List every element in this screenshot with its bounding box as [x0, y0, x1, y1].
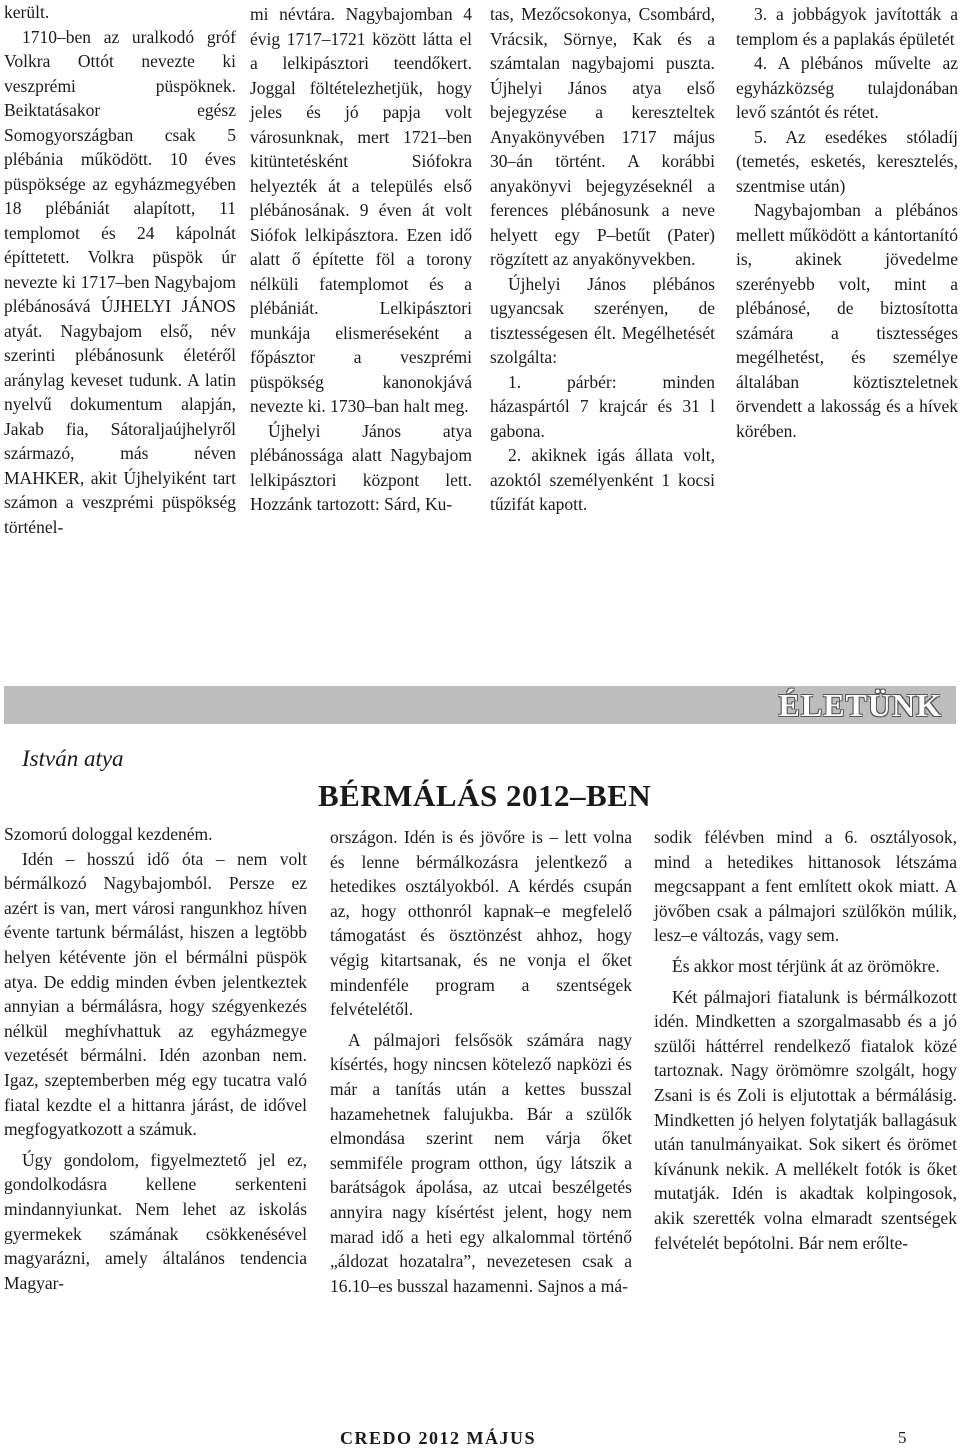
article-column-1: [4, 822, 307, 1295]
paragraph: Újhelyi János atya plébánossága alatt Nagybajom lelkipásztori központ lett. Hozzánk tartozott: Sárd, Ku-: [250, 420, 472, 514]
section-title: ÉLETÜNK: [778, 687, 942, 723]
page-number: 5: [898, 1428, 907, 1447]
paragraph: Nagybajomban a plébános mellett működött a kántortanító is, akinek jövedelme szerényebb volt, mint a plébánosé, de biztosította számára a tisztességes megélhetést, és személye általában köztiszteletnek örvendett a lakosság és a hívek körében.: [736, 200, 958, 441]
paragraph: Szomorú dologgal kezdeném.: [4, 824, 213, 844]
text-column-4: [736, 2, 958, 443]
article-headline: BÉRMÁLÁS 2012–BEN: [318, 778, 652, 813]
paragraph: országon. Idén is és jövőre is – lett volna és lenne bérmálkozásra jelentkező a hetedikes osztályokból. A kérdés csupán az, hogy otthonról kapnak–e megfelelő támogatást és ösztönzést ahhoz, hogy végig kitartsanak, és ne vonja el őket mindenféle program a szentségek felvételétől.: [330, 827, 632, 1020]
article-column-3: [654, 825, 957, 1255]
paragraph: mi névtára. Nagybajomban 4 évig 1717–1721 között látta el a lelkipásztori teendőkert. Joggal föltételezhetjük, hogy jeles és jó papja volt városunknak, mert 1721–ben kitüntetésként Siófokra helyezték át a település első plébánosának. 9 éven át volt Siófok lelkipásztora. Ezen idő alatt ő építette föl a torony nélküli fatemplomot és a plébániát. Lelkipásztori munkája elismeréseként a főpásztor a veszprémi püspökség kanonokjává nevezte ki. 1730–ban halt meg.: [250, 4, 472, 416]
paragraph: És akkor most térjünk át az örömökre.: [672, 955, 940, 976]
text-column-3: [490, 2, 715, 517]
list-item: 1. párbér: minden házaspártól 7 krajcár és 31 l gabona.: [490, 371, 715, 441]
paragraph: Úgy gondolom, figyelmeztető jel ez, gondolkodásra kellene serkenteni mindannyiunkat. Nem lehet az iskolás gyermekek számának csökkenésével magyarázni, amely általános tendencia Magyar-: [4, 1149, 307, 1293]
article-author: István atya: [22, 746, 124, 771]
text-column-2: [250, 2, 472, 517]
paragraph: 1710–ben az uralkodó gróf Volkra Ottót nevezte ki veszprémi püspöknek. Beiktatásakor egész Somogyországban csak 5 plébánia működött. 10 éves püspöksége az egyházmegyében 18 plébániát alapított, 11 templomot és 24 kápolnát építtetett. Volkra püspök úr nevezte ki 1717–ben Nagybajom plébánosává ÚJHELYI JÁNOS atyát. Nagybajom első, név szerinti plébánosunk életéről aránylag keveset tudunk. A latin nyelvű dokumentum alapján, Jakab fia, Sátoraljaújhelyről származó, más néven MAHKER, akit Újhelyiként tart számon a veszprémi püspökség történel-: [4, 26, 236, 537]
list-item: 5. Az esedékes stóladíj (temetés, esketés, keresztelés, szentmise után): [736, 126, 958, 196]
paragraph: Újhelyi János plébános ugyancsak szerényen, de tisztességesen élt. Megélhetését szolgálta:: [490, 273, 715, 367]
paragraph: került.: [4, 2, 50, 22]
text-column-1: [4, 0, 236, 539]
list-item: 4. A plébános művelte az egyházközség tulajdonában levő szántót és rétet.: [736, 53, 958, 122]
article-column-2: [330, 825, 632, 1298]
list-item: 2. akiknek igás állata volt, azoktól személyenként 1 kocsi tűzifát kapott.: [490, 445, 715, 514]
paragraph: A pálmajori felsősök számára nagy kísértés, hogy nincsen kötelező napközi és már a tanítás után a kettes busszal hazamehetnek falujukba. Bár a szülők elmondása szerint nem várja őket semmiféle program otthon, úgy látszik a barátságok ápolása, az utcai beszélgetés annyira nagy kísértést jelent, hogy nem marad idő a heti egy alkalommal történő „áldozat hozatalra”, nevezetesen csak a 16.10–es busszal hazamenni. Sajnos a má-: [330, 1029, 632, 1296]
paragraph: Két pálmajori fiatalunk is bérmálkozott idén. Mindketten a szorgalmasabb és a jó szülői háttérrel rendelkező fiatalok közé tartoznak. Nagy örömömre szolgált, hogy Zsani is és Zoli is eljutottak a bérmálásig. Mindketten jó helyen folytatják ballagásuk után tanulmányaikat. Sok sikert és örömet kívánunk nekik. A mellékelt fotók is őket mutatják. Idén is akadtak kolpingosok, akik szerették volna elmaradt szentségek felvételét bepótolni. Bár nem erőlte-: [654, 986, 957, 1253]
list-item: 3. a jobbágyok javították a templom és a paplakás épületét: [736, 4, 958, 49]
paragraph: Idén – hosszú idő óta – nem volt bérmálkozó Nagybajomból. Persze ez azért is van, mert városi rangunkhoz híven évente tartunk bérmálást, hiszen a legtöbb helyen kétévente jön el bérmálni püspök atya. De eddig minden évben jelentkeztek annyian a bérmálásra, hogy szégyenkezés nélkül meghívhattuk az egyházmegye vezetését bérmálni. Idén azonban nem. Igaz, szeptemberben még egy tucatra való fiatal kezdte el a hittanra járást, de idővel megfogyatkozott a számuk.: [4, 848, 307, 1140]
paragraph: sodik félévben mind a 6. osztályosok, mind a hetedikes hittanosok létszáma megcsappant a fent említett okok miatt. A jövőben csak a pálmajori szülőkön múlik, lesz–e változás, vagy sem.: [654, 827, 957, 946]
publication-footer: CREDO 2012 MÁJUS: [340, 1428, 537, 1448]
paragraph: tas, Mezőcsokonya, Csombárd, Vrácsik, Sörnye, Kak és a számtalan nagybajomi puszta. Újhelyi János atya első bejegyzése a kereszteltek Anyakönyvében 1717 május 30–án történt. A korábbi anyakönyvi bejegyzéseknél a ferences plébánosunk a neve helyett egy P–betűt (Pater) rögzített az anyakönyvekben.: [490, 4, 715, 269]
